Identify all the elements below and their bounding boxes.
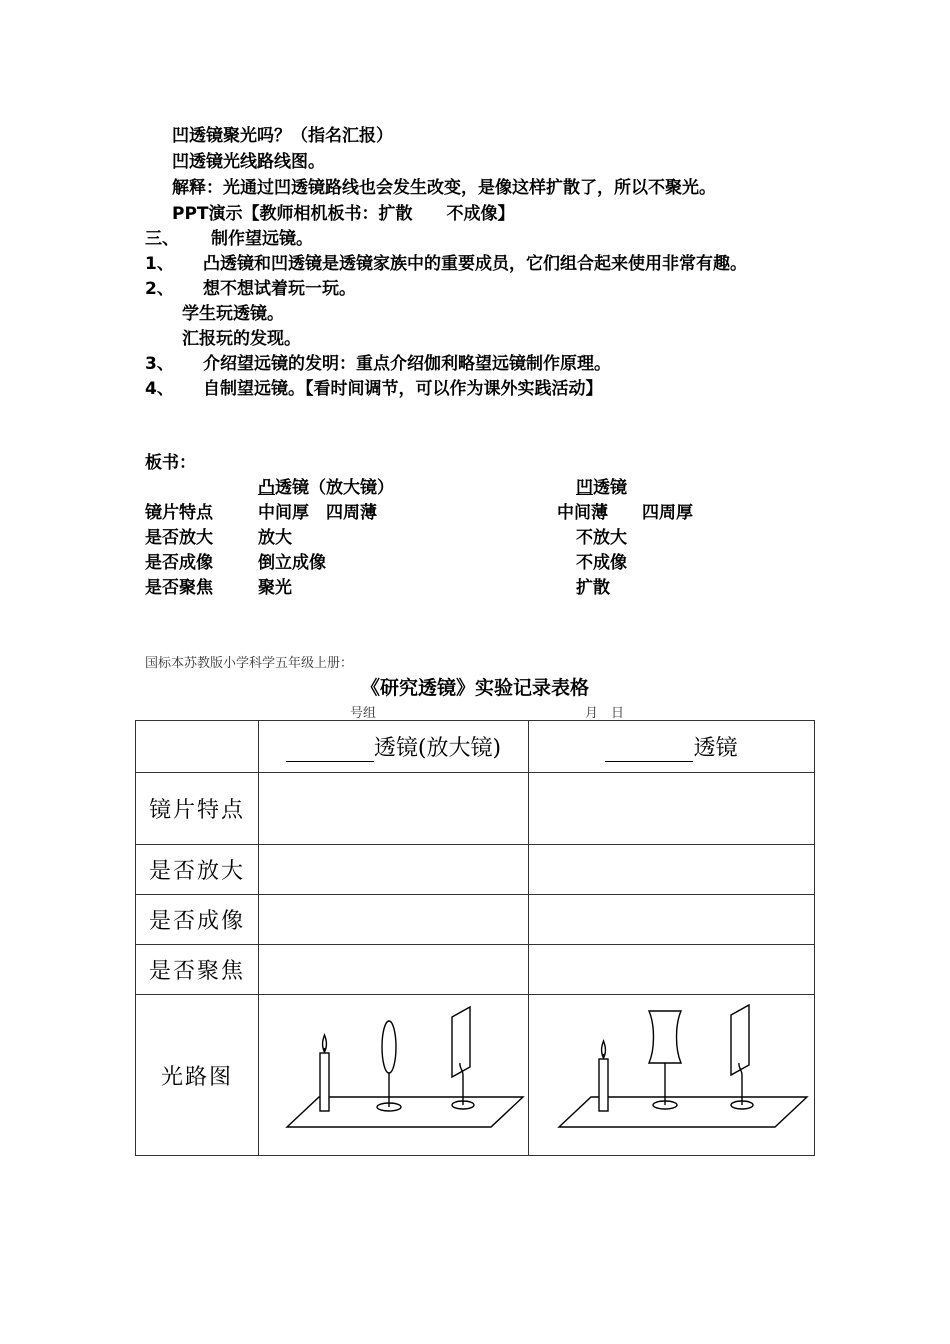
answer-cell[interactable] xyxy=(259,845,529,895)
worksheet-source: 国标本苏教版小学科学五年级上册： xyxy=(145,656,354,671)
list-item-3-number: 3、 xyxy=(145,354,174,374)
list-item-2-number: 2、 xyxy=(145,279,174,299)
board-col2-heading-rest: 透镜 xyxy=(593,478,627,498)
worksheet-title: 《研究透镜》实验记录表格 xyxy=(360,677,589,699)
answer-cell[interactable] xyxy=(529,895,815,945)
table-row xyxy=(136,773,815,845)
candle xyxy=(320,1053,329,1111)
list-item-4-number: 4、 xyxy=(145,379,174,399)
row-label: 是否成像 xyxy=(136,895,259,945)
table-row xyxy=(136,995,815,1156)
board-row-label: 是否放大 xyxy=(145,528,213,548)
board-row-c1: 聚光 xyxy=(258,578,292,598)
list-item-3-text: 介绍望远镜的发明：重点介绍伽利略望远镜制作原理。 xyxy=(203,354,611,374)
row-label: 光路图 xyxy=(136,995,259,1156)
candle xyxy=(599,1059,608,1111)
text-line-4: PPT演示【教师相机板书：扩散 不成像】 xyxy=(172,204,515,224)
sub-line-2: 汇报玩的发现。 xyxy=(182,329,301,349)
text-line-1: 凹透镜聚光吗？（指名汇报） xyxy=(172,126,393,146)
row-label: 镜片特点 xyxy=(136,773,259,845)
section-3-heading xyxy=(145,228,313,250)
list-item-1 xyxy=(145,253,747,275)
header-col1 xyxy=(259,721,529,773)
group-label: 号组 xyxy=(350,706,377,721)
board-col2-heading-prefix: 凹 xyxy=(576,478,593,498)
list-item-3 xyxy=(145,353,611,375)
concave-lens-setup-illustration xyxy=(529,995,814,1151)
list-item-4 xyxy=(145,378,603,400)
text-line-3: 解释：光通过凹透镜路线也会发生改变，是像这样扩散了，所以不聚光。 xyxy=(172,178,716,198)
list-item-2 xyxy=(145,278,356,300)
board-label: 板书： xyxy=(145,453,196,473)
table-row xyxy=(136,895,815,945)
board-row-c1: 倒立成像 xyxy=(258,553,326,573)
board-col1-heading-rest: 透镜（放大镜） xyxy=(275,478,394,498)
board-row-c2: 不放大 xyxy=(576,528,627,548)
screen xyxy=(731,1005,749,1075)
list-item-1-text: 凸透镜和凹透镜是透镜家族中的重要成员，它们组合起来使用非常有趣。 xyxy=(203,254,747,274)
section-3-title: 制作望远镜。 xyxy=(211,229,313,249)
answer-cell[interactable] xyxy=(529,773,815,845)
table-header-row xyxy=(136,721,815,773)
board-row-label: 镜片特点 xyxy=(145,503,213,523)
board-col1-heading-prefix: 凸 xyxy=(258,478,275,498)
text-line-2: 凹透镜光线路线图。 xyxy=(172,152,325,172)
list-item-4-text: 自制望远镜。【看时间调节，可以作为课外实践活动】 xyxy=(203,379,603,399)
table-row xyxy=(136,845,815,895)
section-3-number: 三、 xyxy=(145,229,179,249)
lens-type-blank-1[interactable] xyxy=(286,739,374,762)
row-label: 是否放大 xyxy=(136,845,259,895)
light-path-cell-convex[interactable] xyxy=(259,995,529,1156)
list-item-1-number: 1、 xyxy=(145,254,174,274)
header-col2 xyxy=(529,721,815,773)
board-col2-heading xyxy=(576,477,627,499)
answer-cell[interactable] xyxy=(259,773,529,845)
sub-line-1: 学生玩透镜。 xyxy=(182,304,284,324)
board-row-c1: 中间厚 四周薄 xyxy=(258,503,377,523)
light-path-cell-concave[interactable] xyxy=(529,995,815,1156)
lens-type-blank-2[interactable] xyxy=(605,739,693,762)
concave-lens xyxy=(649,1011,681,1063)
date-label: 月 日 xyxy=(585,706,625,721)
board-row-c2: 不成像 xyxy=(576,553,627,573)
list-item-2-text: 想不想试着玩一玩。 xyxy=(203,279,356,299)
board-col1-heading xyxy=(258,477,394,499)
base-board xyxy=(559,1097,807,1127)
header-empty-cell xyxy=(136,721,259,773)
convex-lens-setup-illustration xyxy=(259,995,528,1151)
answer-cell[interactable] xyxy=(259,895,529,945)
board-row-label: 是否聚焦 xyxy=(145,578,213,598)
board-row-c2: 扩散 xyxy=(576,578,610,598)
row-label: 是否聚焦 xyxy=(136,945,259,995)
record-table xyxy=(135,720,815,1156)
board-row-c1: 放大 xyxy=(258,528,292,548)
group-field xyxy=(322,702,376,721)
board-row-label: 是否成像 xyxy=(145,553,213,573)
board-row-c2: 中间薄 四周厚 xyxy=(557,503,693,523)
answer-cell[interactable] xyxy=(259,945,529,995)
header-col2-label: 透镜 xyxy=(693,736,738,761)
convex-lens xyxy=(382,1021,396,1073)
table-row xyxy=(136,945,815,995)
header-col1-label: 透镜(放大镜) xyxy=(373,736,502,761)
answer-cell[interactable] xyxy=(529,845,815,895)
answer-cell[interactable] xyxy=(529,945,815,995)
group-blank[interactable] xyxy=(322,706,350,721)
